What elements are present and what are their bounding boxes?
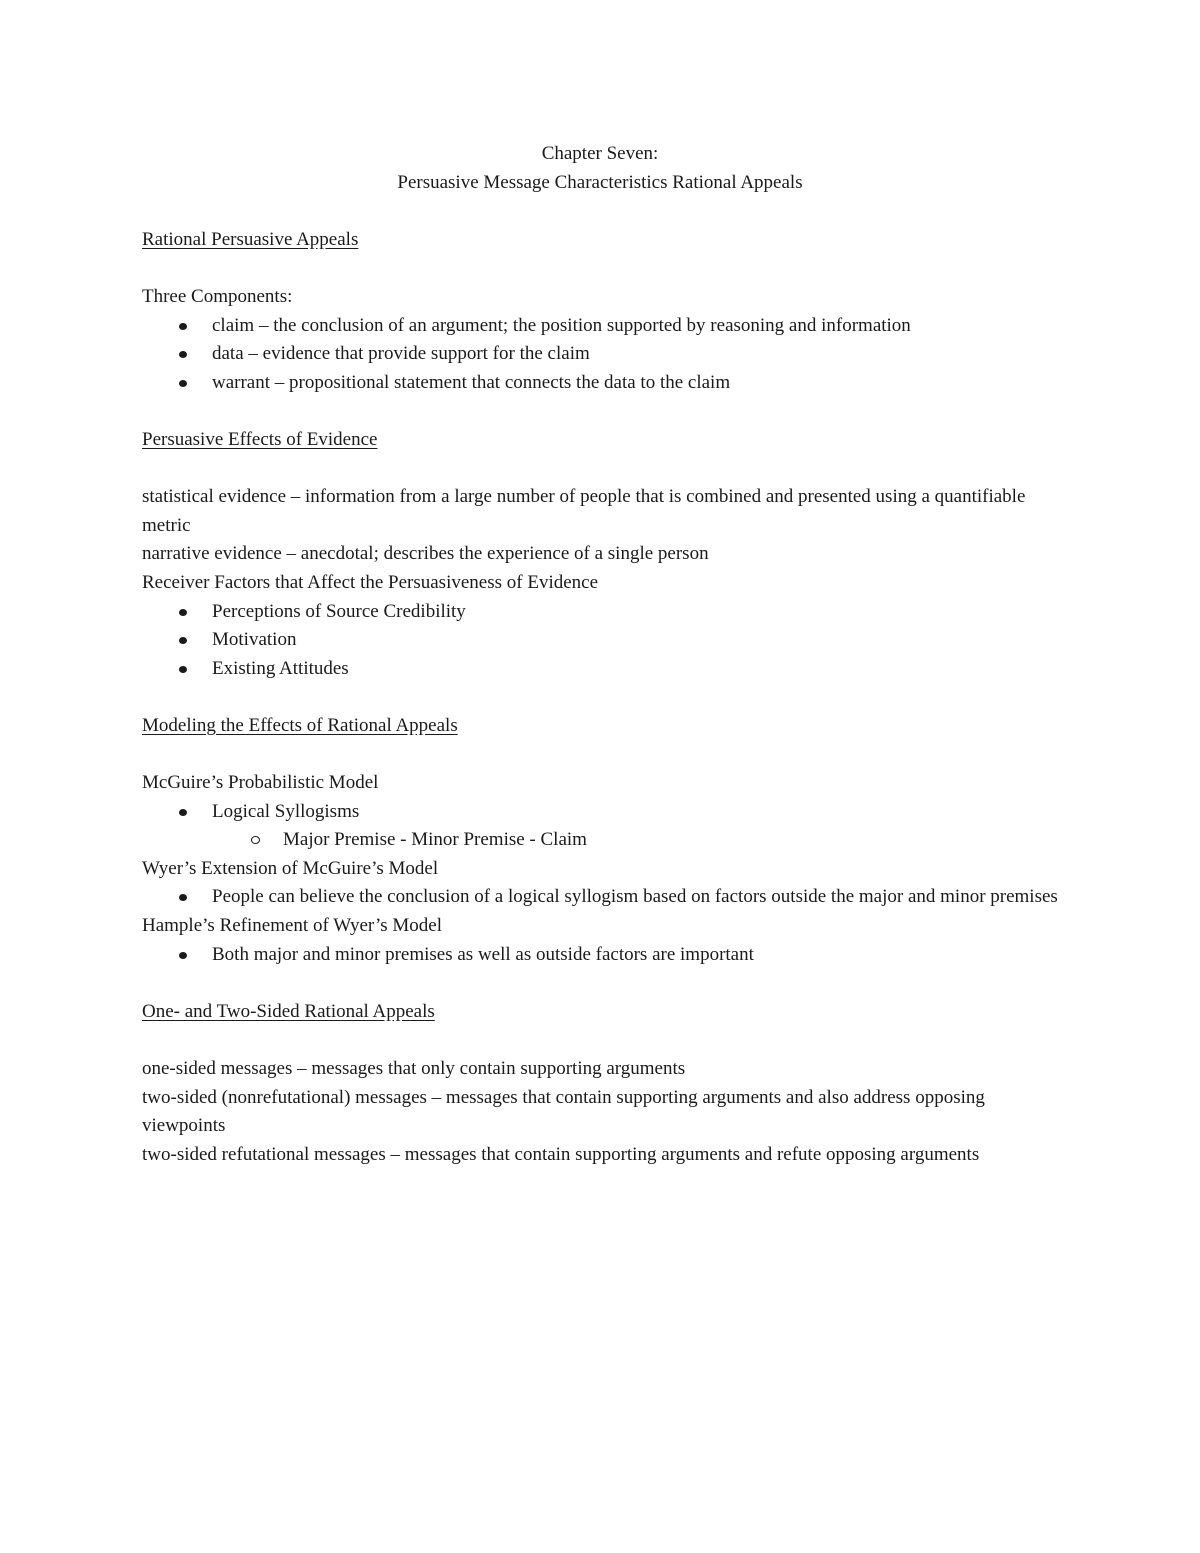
hample-model-label: Hample’s Refinement of Wyer’s Model xyxy=(142,915,442,937)
list-item-wyer-point: People can believe the conclusion of a logical syllogism based on factors outside the major and minor premises xyxy=(142,883,1062,912)
wyer-model-label: Wyer’s Extension of McGuire’s Model xyxy=(142,857,439,879)
mcguire-list xyxy=(142,798,1062,855)
spacer xyxy=(142,197,1062,226)
list-item-warrant: warrant – propositional statement that connects the data to the claim xyxy=(142,369,1062,398)
two-sided-refutational-definition: two-sided refutational messages – messages that contain supporting arguments and refute opposing arguments xyxy=(142,1143,980,1165)
hample-list xyxy=(142,941,1062,970)
spacer xyxy=(142,969,1062,998)
one-sided-definition: one-sided messages – messages that only contain supporting arguments xyxy=(142,1058,686,1079)
spacer xyxy=(142,683,1062,712)
spacer xyxy=(142,1026,1062,1055)
section-heading-modeling-effects: Modeling the Effects of Rational Appeals xyxy=(142,714,458,736)
mcguire-model-label: McGuire’s Probabilistic Model xyxy=(142,772,379,794)
section-heading-one-and-two-sided: One- and Two-Sided Rational Appeals xyxy=(142,1000,435,1022)
list-item-data: data – evidence that provide support for the claim xyxy=(142,340,1062,369)
list-item-source-credibility: Perceptions of Source Credibility xyxy=(142,598,1062,627)
receiver-factors-label: Receiver Factors that Affect the Persuasiveness of Evidence xyxy=(142,571,599,593)
spacer xyxy=(142,254,1062,283)
spacer xyxy=(142,397,1062,426)
section-heading-persuasive-effects-of-evidence: Persuasive Effects of Evidence xyxy=(142,428,378,450)
spacer xyxy=(142,740,1062,769)
narrative-evidence-definition: narrative evidence – anecdotal; describes the experience of a single person xyxy=(142,543,709,565)
three-components-label: Three Components: xyxy=(142,285,293,307)
list-item-motivation: Motivation xyxy=(142,626,1062,655)
chapter-subtitle: Persuasive Message Characteristics Rational Appeals xyxy=(397,171,803,193)
document-page xyxy=(142,140,1062,1169)
list-item-logical-syllogisms: Logical Syllogisms xyxy=(142,798,1062,827)
two-sided-nonrefutational-definition: two-sided (nonrefutational) messages – messages that contain supporting arguments and also address opposing viewpoints xyxy=(142,1086,985,1137)
section-heading-rational-persuasive-appeals: Rational Persuasive Appeals xyxy=(142,228,359,250)
components-list xyxy=(142,312,1062,398)
sub-list-item-premises: Major Premise - Minor Premise - Claim xyxy=(142,826,1062,855)
wyer-list xyxy=(142,883,1062,912)
list-item-claim: claim – the conclusion of an argument; the position supported by reasoning and information xyxy=(142,312,1062,341)
list-item-hample-point: Both major and minor premises as well as outside factors are important xyxy=(142,941,1062,970)
chapter-title: Chapter Seven: xyxy=(541,143,659,164)
receiver-factors-list xyxy=(142,598,1062,684)
statistical-evidence-definition: statistical evidence – information from a large number of people that is combined and presented using a quantifiable metric xyxy=(142,486,1026,536)
list-item-existing-attitudes: Existing Attitudes xyxy=(142,655,1062,684)
spacer xyxy=(142,455,1062,484)
